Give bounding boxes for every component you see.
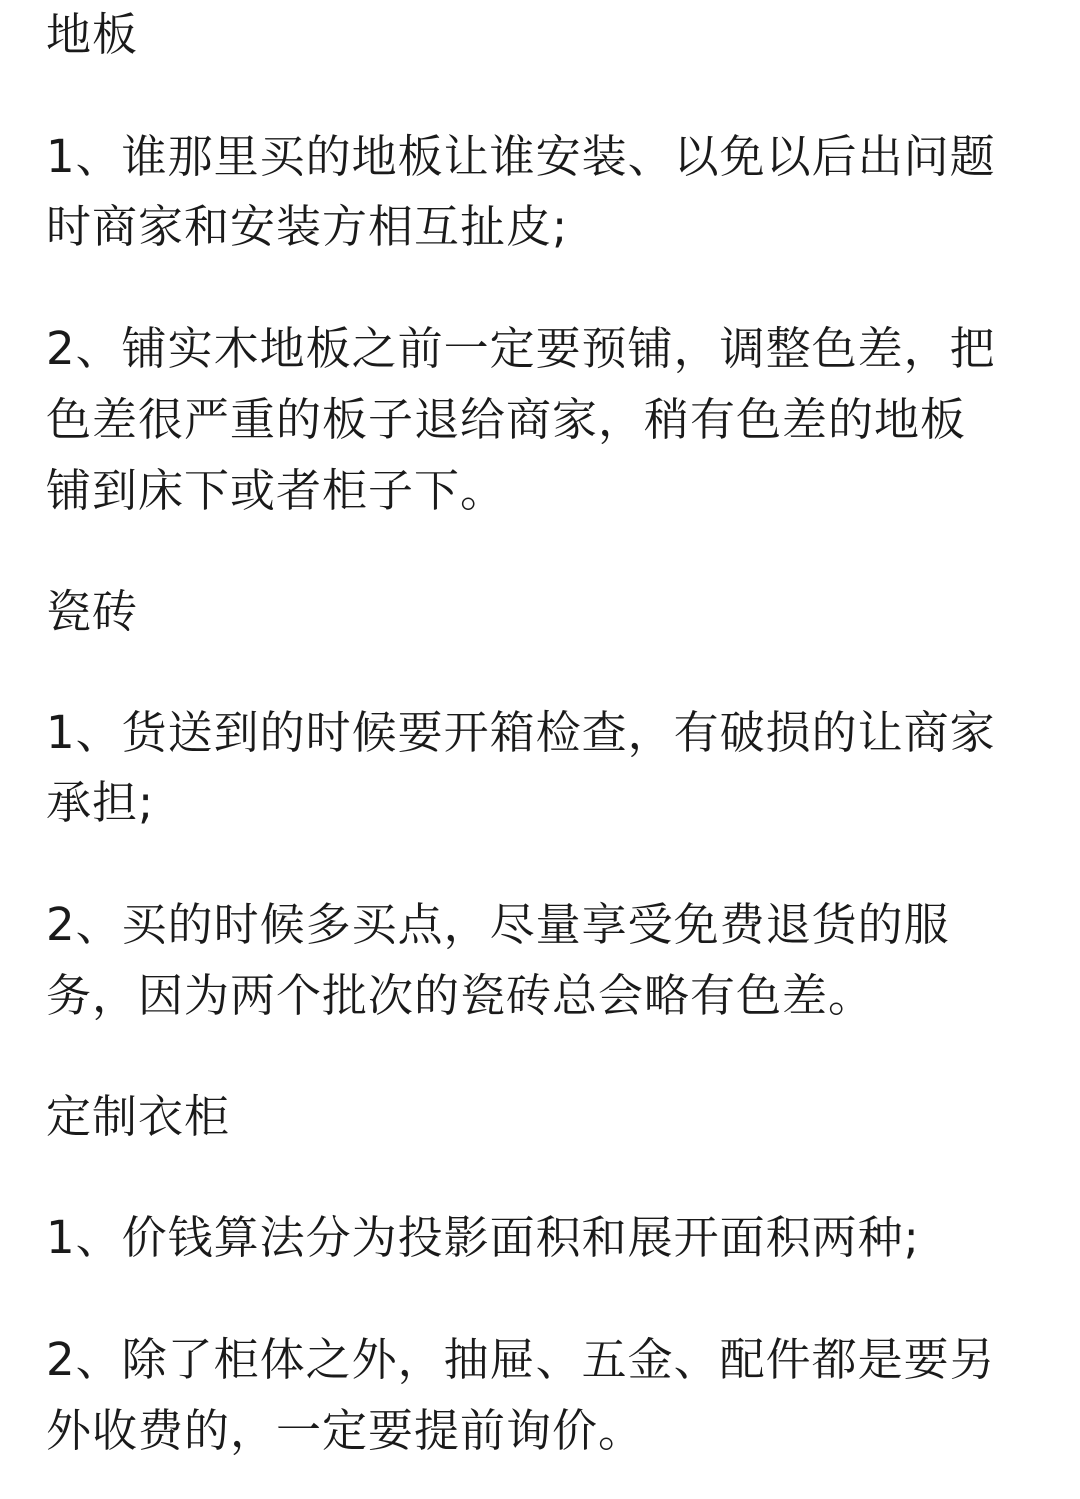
paragraph-line: 外收费的，一定要提前询价。 [46, 1404, 645, 1457]
paragraph-line: 色差很严重的板子退给商家，稍有色差的地板 [46, 393, 967, 446]
paragraph-line: 1、货送到的时候要开箱检查，有破损的让商家 [46, 706, 996, 759]
paragraph-line: 务，因为两个批次的瓷砖总会略有色差。 [46, 969, 875, 1022]
paragraph-line: 1、谁那里买的地板让谁安装、以免以后出问题 [46, 130, 996, 183]
paragraph-line: 2、除了柜体之外，抽屉、五金、配件都是要另 [46, 1333, 996, 1386]
section-heading-floor: 地板 [46, 8, 139, 61]
paragraph-line: 时商家和安装方相互扯皮; [46, 200, 569, 253]
paragraph-line: 1、价钱算法分为投影面积和展开面积两种; [46, 1211, 920, 1264]
section-heading-tile: 瓷砖 [46, 585, 139, 638]
section-heading-wardrobe: 定制衣柜 [46, 1090, 231, 1143]
paragraph-line: 承担; [46, 776, 155, 829]
paragraph-line: 2、铺实木地板之前一定要预铺，调整色差，把 [46, 322, 996, 375]
paragraph-line: 铺到床下或者柜子下。 [46, 464, 507, 517]
paragraph-line: 2、买的时候多买点，尽量享受免费退货的服 [46, 898, 950, 951]
